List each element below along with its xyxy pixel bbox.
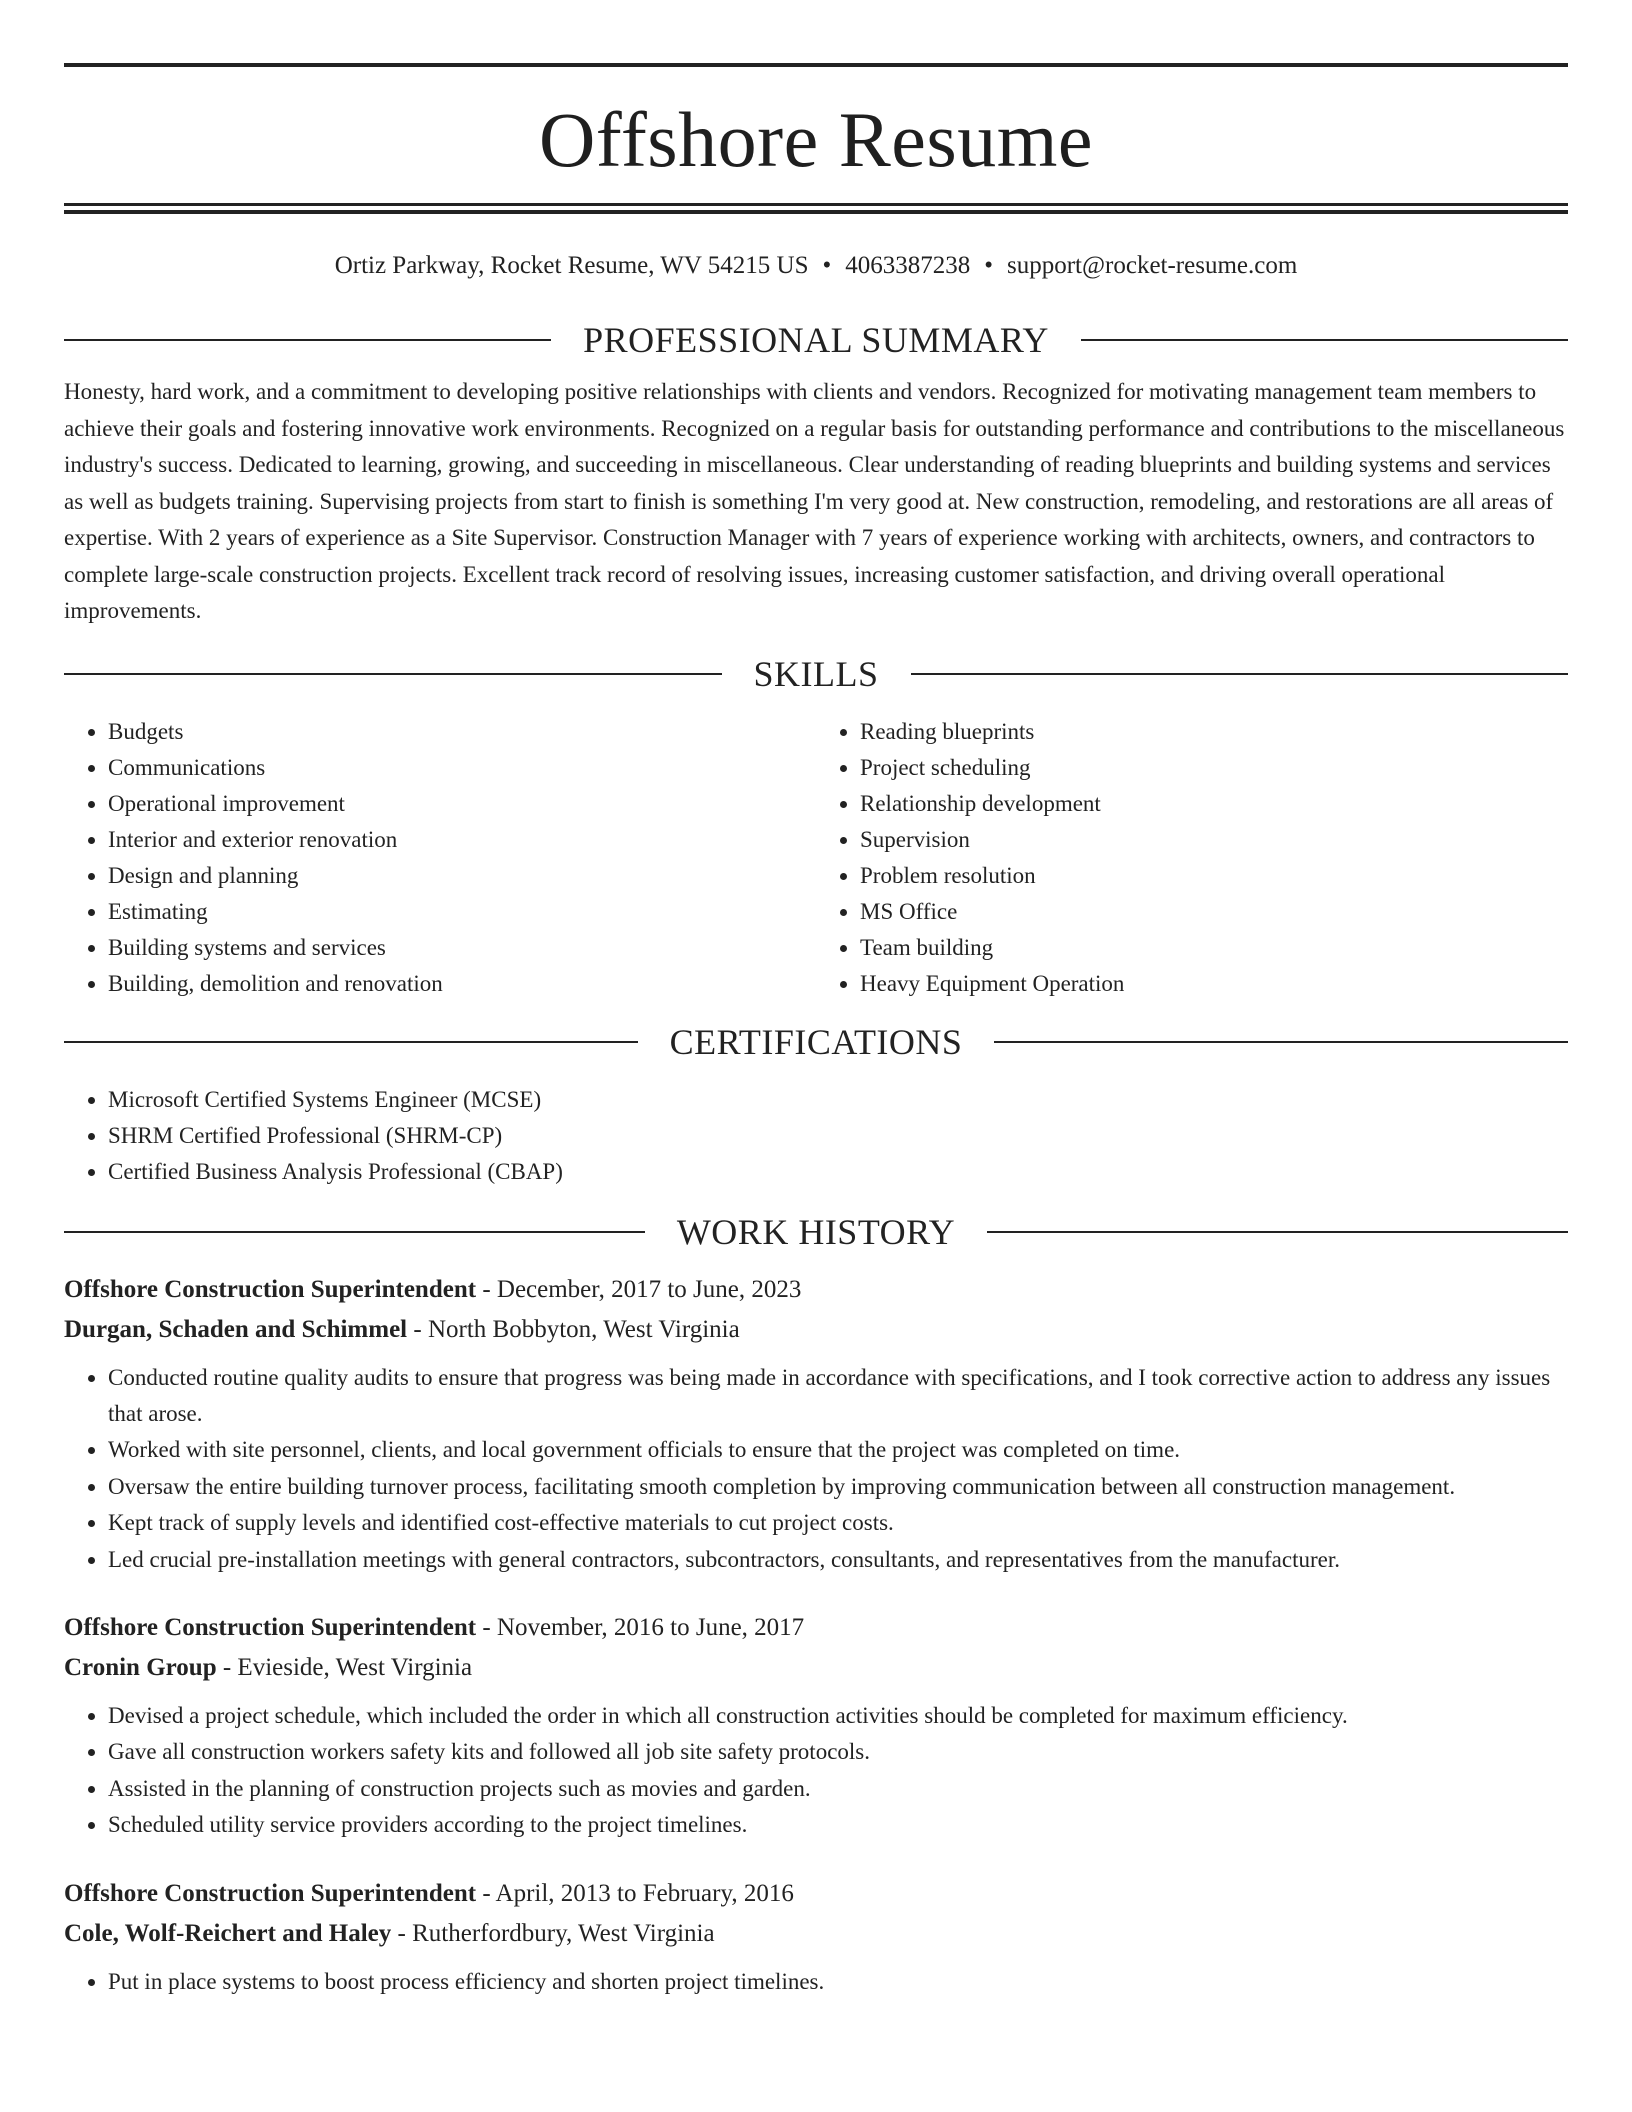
skill-item: • Operational improvement	[108, 786, 816, 822]
job-role: Offshore Construction Superintendent	[64, 1275, 477, 1303]
skills-list-left	[64, 714, 816, 1002]
skill-item: • Reading blueprints	[860, 714, 1568, 750]
contact-phone: 4063387238	[845, 252, 971, 279]
skills-columns	[64, 714, 1568, 1002]
contact-email: support@rocket-resume.com	[1007, 252, 1298, 279]
skill-item: • Design and planning	[108, 858, 816, 894]
job-location: - North Bobbyton, West Virginia	[407, 1315, 740, 1343]
job-title-line	[64, 1608, 1568, 1648]
job-role: Offshore Construction Superintendent	[64, 1879, 477, 1907]
certification-item: • SHRM Certified Professional (SHRM-CP)	[108, 1118, 1568, 1154]
skill-item: • Relationship development	[860, 786, 1568, 822]
heading-rule-left	[64, 1231, 645, 1233]
job-title-line	[64, 1270, 1568, 1310]
skills-list-right	[816, 714, 1568, 1002]
skill-item: • Budgets	[108, 714, 816, 750]
skill-item: • Building, demolition and renovation	[108, 966, 816, 1002]
heading-rule-right	[1081, 339, 1568, 341]
resume-title: Offshore Resume	[538, 96, 1094, 183]
heading-rule-right	[911, 673, 1569, 675]
contact-separator: •	[984, 252, 993, 279]
skill-item: • Heavy Equipment Operation	[860, 966, 1568, 1002]
summary-text: Honesty, hard work, and a commitment to developing positive relationships with clients and vendors. Recognized for motivating management team members to achieve their goals and fostering innovative work environments. Recognized on a regular basis for outstanding performance and contributions to the miscellaneous industry's success. Dedicated to learning, growing, and succeeding in miscellaneous. Clear understanding of reading blueprints and building systems and services as well as budgets training. Supervising projects from start to finish is something I'm very good at. New construction, remodeling, and restorations are all areas of expertise. With 2 years of experience as a Site Supervisor. Construction Manager with 7 years of experience working with architects, owners, and contractors to complete large-scale construction projects. Excellent track record of resolving issues, increasing customer satisfaction, and driving overall operational improvements.	[64, 379, 1565, 623]
skill-item: • MS Office	[860, 894, 1568, 930]
job-bullet: • Gave all construction workers safety kits and followed all job site safety protocols.	[108, 1734, 1568, 1770]
heading-rule-right	[987, 1231, 1568, 1233]
resume-page	[64, 0, 1568, 2000]
skill-item: • Communications	[108, 750, 816, 786]
skill-item: • Supervision	[860, 822, 1568, 858]
job-role: Offshore Construction Superintendent	[64, 1613, 477, 1641]
job-entry	[64, 1270, 1568, 1578]
skills-title: SKILLS	[753, 653, 879, 694]
job-bullet: • Put in place systems to boost process efficiency and shorten project timelines.	[108, 1964, 1568, 2000]
job-company-line	[64, 1914, 1568, 1954]
skill-item: • Estimating	[108, 894, 816, 930]
job-bullet: • Worked with site personnel, clients, and local government officials to ensure that the project was completed on time.	[108, 1432, 1568, 1468]
job-bullet: • Scheduled utility service providers according to the project timelines.	[108, 1807, 1568, 1843]
job-bullet: • Led crucial pre-installation meetings with general contractors, subcontractors, consultants, and representatives from the manufacturer.	[108, 1542, 1568, 1578]
job-company: Durgan, Schaden and Schimmel	[64, 1315, 408, 1343]
work-title: WORK HISTORY	[676, 1211, 956, 1252]
skill-item: • Project scheduling	[860, 750, 1568, 786]
job-dates: - April, 2013 to February, 2016	[476, 1879, 794, 1907]
summary-title: PROFESSIONAL SUMMARY	[583, 320, 1049, 360]
certifications-title: CERTIFICATIONS	[669, 1021, 963, 1062]
job-bullets	[64, 1698, 1568, 1844]
skill-item: • Building systems and services	[108, 930, 816, 966]
job-bullet: • Assisted in the planning of construction projects such as movies and garden.	[108, 1771, 1568, 1807]
job-bullet: • Conducted routine quality audits to ensure that progress was being made in accordance with specifications, and I took corrective action to address any issues that arose.	[108, 1360, 1568, 1433]
contact-line	[64, 250, 1568, 282]
job-bullet: • Devised a project schedule, which included the order in which all construction activities should be completed for maximum efficiency.	[108, 1698, 1568, 1734]
job-bullet: • Kept track of supply levels and identified cost-effective materials to cut project costs.	[108, 1505, 1568, 1541]
job-dates: - December, 2017 to June, 2023	[476, 1275, 802, 1303]
certifications-heading	[64, 1020, 1568, 1064]
job-location: - Rutherfordbury, West Virginia	[391, 1919, 715, 1947]
job-location: - Evieside, West Virginia	[216, 1653, 473, 1681]
skill-item: • Interior and exterior renovation	[108, 822, 816, 858]
heading-rule-left	[64, 1041, 638, 1043]
job-company: Cole, Wolf-Reichert and Haley	[64, 1919, 392, 1947]
job-company-line	[64, 1648, 1568, 1688]
heading-rule-left	[64, 673, 722, 675]
skill-item: • Problem resolution	[860, 858, 1568, 894]
skill-item: • Team building	[860, 930, 1568, 966]
contact-address: Ortiz Parkway, Rocket Resume, WV 54215 US	[334, 252, 809, 279]
title-double-rule	[64, 203, 1568, 214]
job-entry	[64, 1874, 1568, 2000]
job-bullets	[64, 1964, 1568, 2000]
job-title-line	[64, 1874, 1568, 1914]
certification-item: • Microsoft Certified Systems Engineer (MCSE)	[108, 1082, 1568, 1118]
contact-separator: •	[822, 252, 832, 279]
job-entry	[64, 1608, 1568, 1844]
job-bullets	[64, 1360, 1568, 1578]
certification-item: • Certified Business Analysis Professional (CBAP)	[108, 1154, 1568, 1190]
heading-rule-right	[994, 1041, 1568, 1043]
job-dates: - November, 2016 to June, 2017	[476, 1613, 805, 1641]
heading-rule-left	[64, 339, 551, 341]
summary-heading	[64, 318, 1568, 362]
job-company: Cronin Group	[64, 1653, 217, 1681]
job-company-line	[64, 1310, 1568, 1350]
skills-heading	[64, 652, 1568, 696]
work-heading	[64, 1210, 1568, 1254]
certifications-list	[64, 1082, 1568, 1190]
job-bullet: • Oversaw the entire building turnover process, facilitating smooth completion by improving communication between all construction management.	[108, 1469, 1568, 1505]
